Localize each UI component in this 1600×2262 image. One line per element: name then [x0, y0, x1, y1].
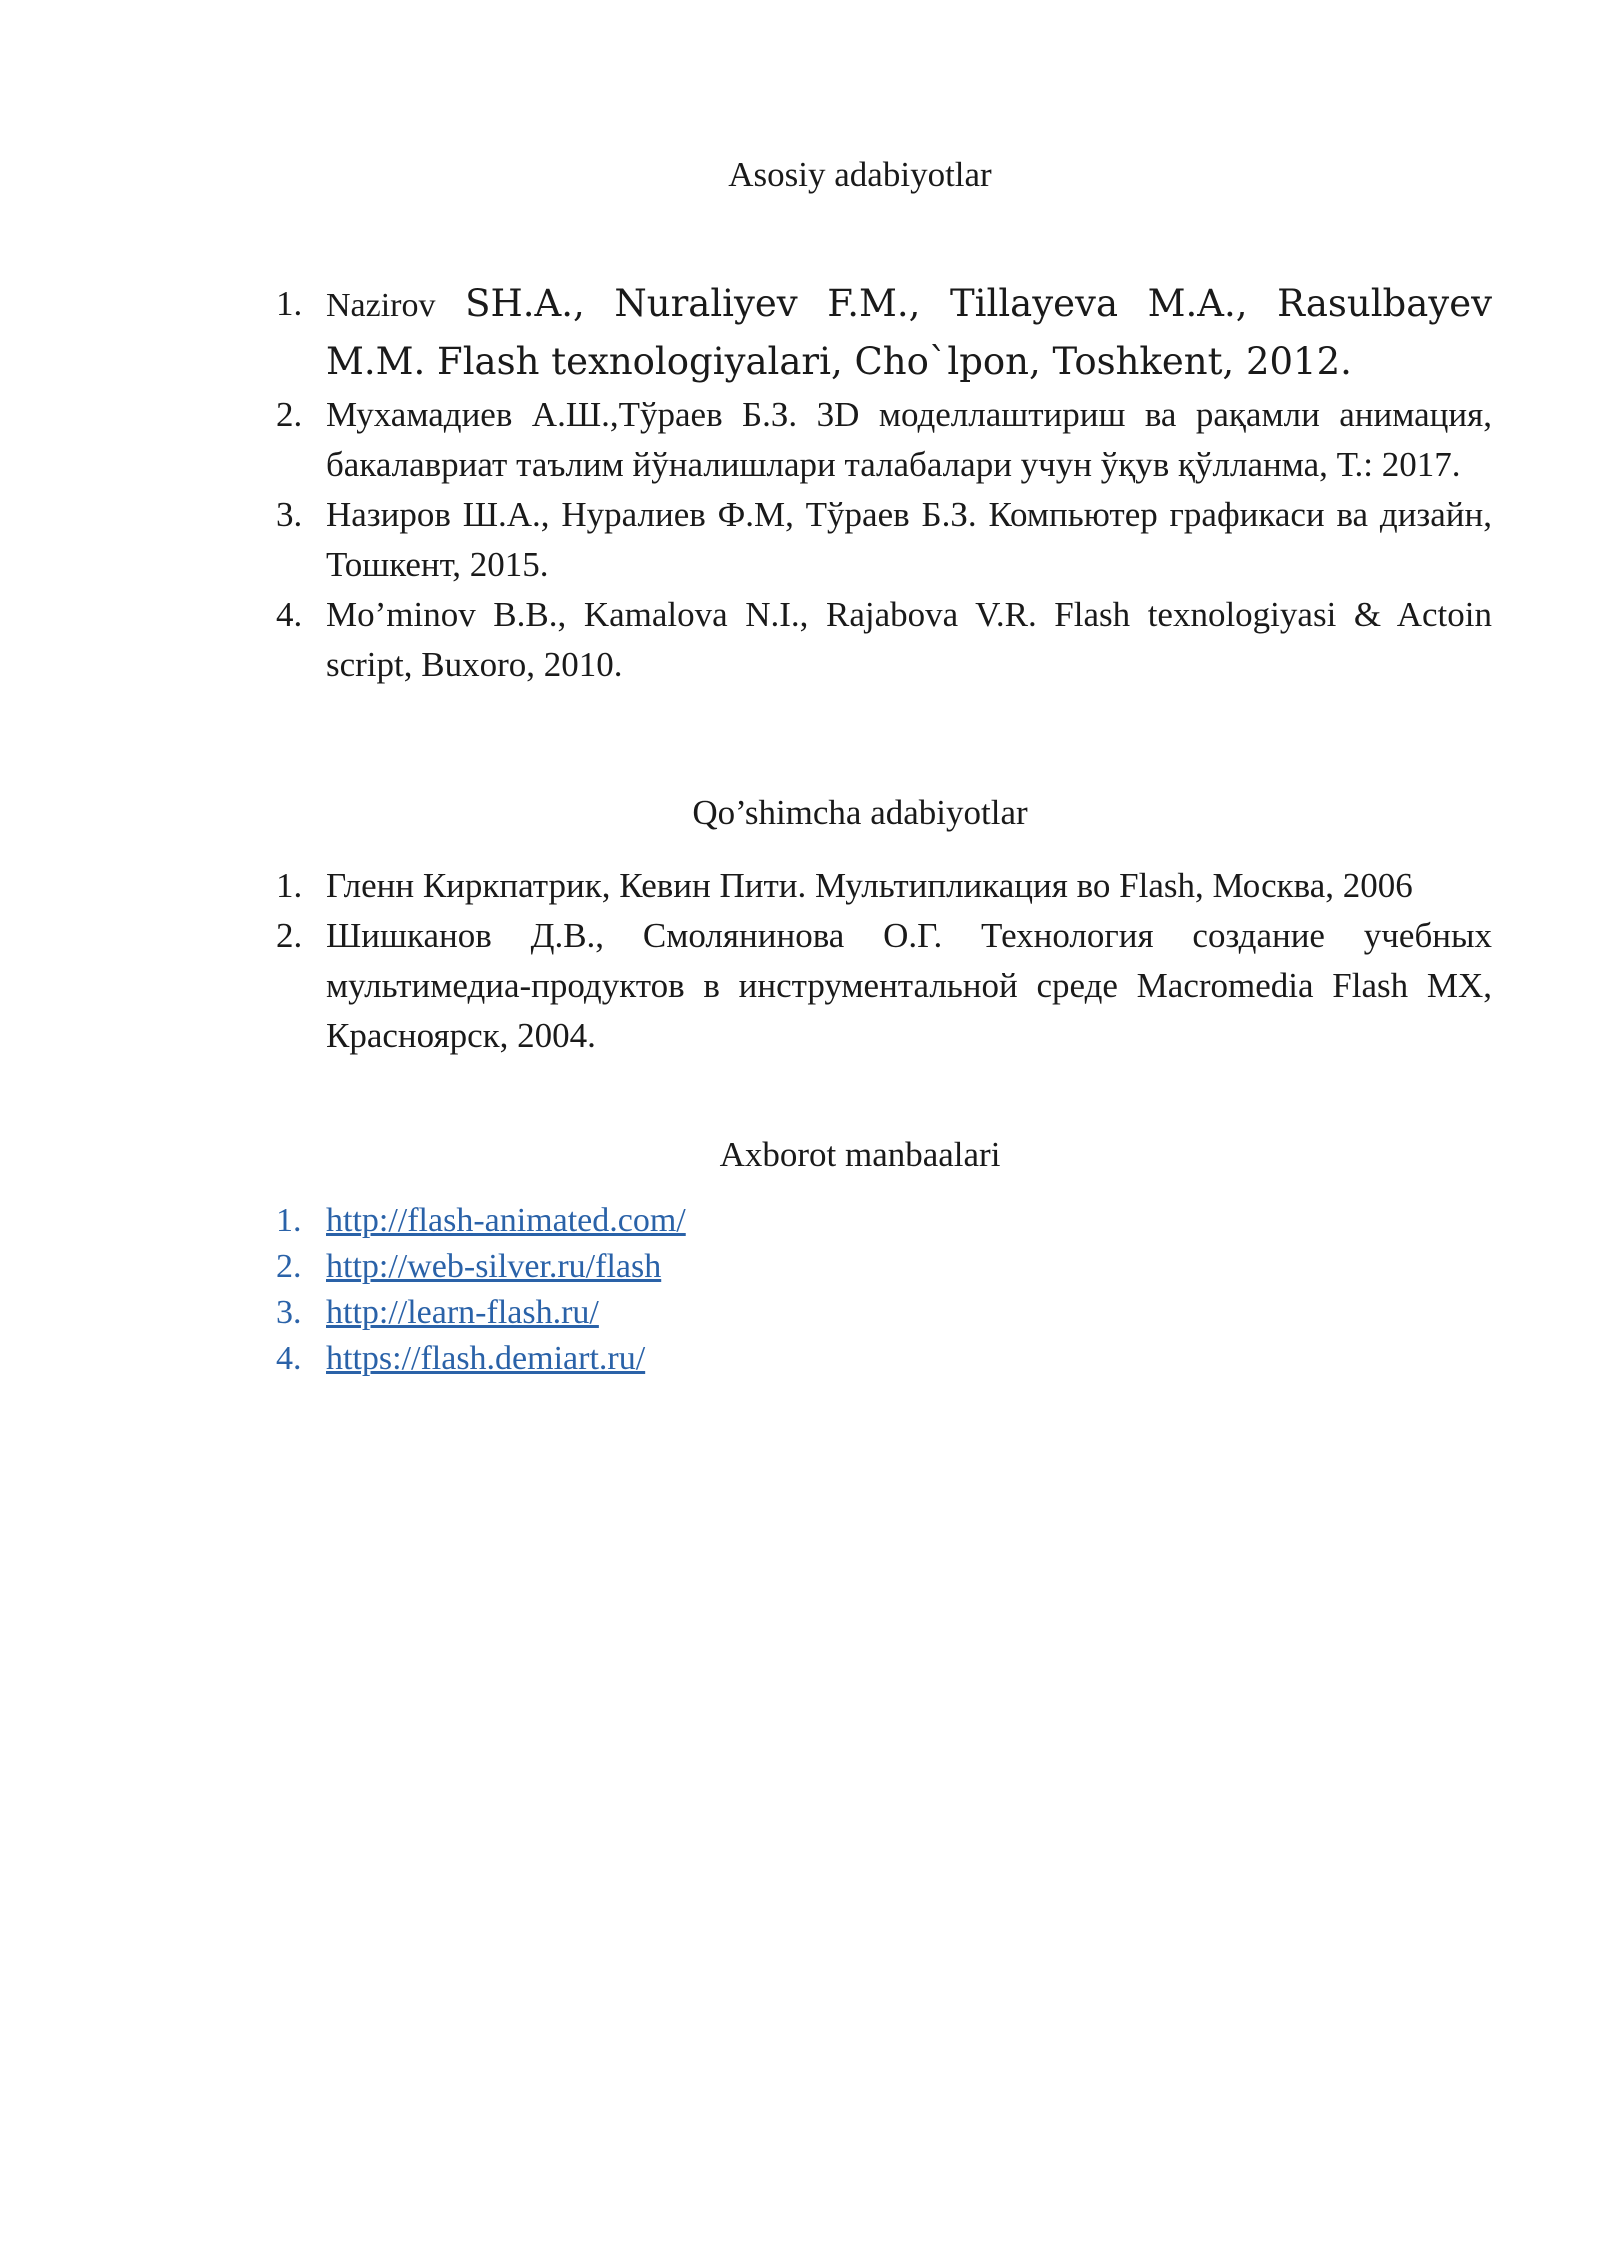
link-url: http://flash-animated.com/: [326, 1202, 686, 1239]
list-item: [276, 390, 1492, 490]
link-number: 2.: [276, 1248, 302, 1285]
list-item: [276, 861, 1492, 911]
heading-additional-literature: Qo’shimcha adabiyotlar: [692, 793, 1028, 832]
link-number: 3.: [276, 1294, 302, 1331]
link-url: http://learn-flash.ru/: [326, 1294, 599, 1331]
link-url: http://web-silver.ru/flash: [326, 1248, 662, 1285]
list-item: [276, 911, 1492, 1061]
link-item: [276, 1336, 686, 1382]
list-item: [276, 276, 1492, 390]
list-item-number: 1.: [276, 866, 303, 905]
additional-literature-list: [276, 861, 1492, 1061]
list-item-text: Шишканов Д.В., Смолянинова О.Г. Технология создание учебных мультимедиа-продуктов в инструментальной среде Macromedia Flash MX, Красноярск, 2004.: [326, 916, 1492, 1055]
source-link-1[interactable]: [276, 1202, 686, 1239]
list-item-number: 2.: [276, 395, 303, 434]
main-literature-list: [276, 276, 1492, 690]
list-item-lead: Nazirov: [326, 287, 436, 324]
heading-information-sources: Axborot manbaalari: [719, 1135, 1001, 1174]
list-item-number: 3.: [276, 495, 303, 534]
link-item: [276, 1244, 686, 1290]
information-sources-list: [276, 1198, 686, 1382]
link-item: [276, 1198, 686, 1244]
list-item-text: Mo’minov B.B., Kamalova N.I., Rajabova V.R. Flash texnologiyasi & Actoin script, Buxoro, 2010.: [326, 595, 1492, 684]
heading-main-literature: Asosiy adabiyotlar: [728, 155, 992, 194]
list-item-number: 2.: [276, 916, 303, 955]
list-item-text: SH.A., Nuraliyev F.M., Tillayeva M.A., Rasulbayev M.M. Flash texnologiyalari, Cho`lpon, Toshkent, 2012.: [326, 282, 1492, 383]
list-item: [276, 490, 1492, 590]
link-number: 4.: [276, 1340, 302, 1377]
list-item-number: 4.: [276, 595, 303, 634]
list-item-text: Мухамадиев А.Ш.,Тўраев Б.З. 3D моделлаштириш ва рақамли анимация, бакалавриат таълим йўналишлари талабалари учун ўқув қўлланма, Т.: 2017.: [326, 395, 1492, 484]
list-item-text: Гленн Киркпатрик, Кевин Пити. Мультипликация во Flash, Москва, 2006: [326, 866, 1413, 905]
link-number: 1.: [276, 1202, 302, 1239]
source-link-3[interactable]: [276, 1294, 599, 1331]
source-link-2[interactable]: [276, 1248, 661, 1285]
link-item: [276, 1290, 686, 1336]
source-link-4[interactable]: [276, 1340, 645, 1377]
list-item-number: 1.: [276, 284, 303, 323]
link-url: https://flash.demiart.ru/: [326, 1340, 646, 1377]
list-item: [276, 590, 1492, 690]
list-item-text: Назиров Ш.А., Нуралиев Ф.М, Тўраев Б.З. Компьютер графикаси ва дизайн, Тошкент, 2015.: [326, 495, 1492, 584]
